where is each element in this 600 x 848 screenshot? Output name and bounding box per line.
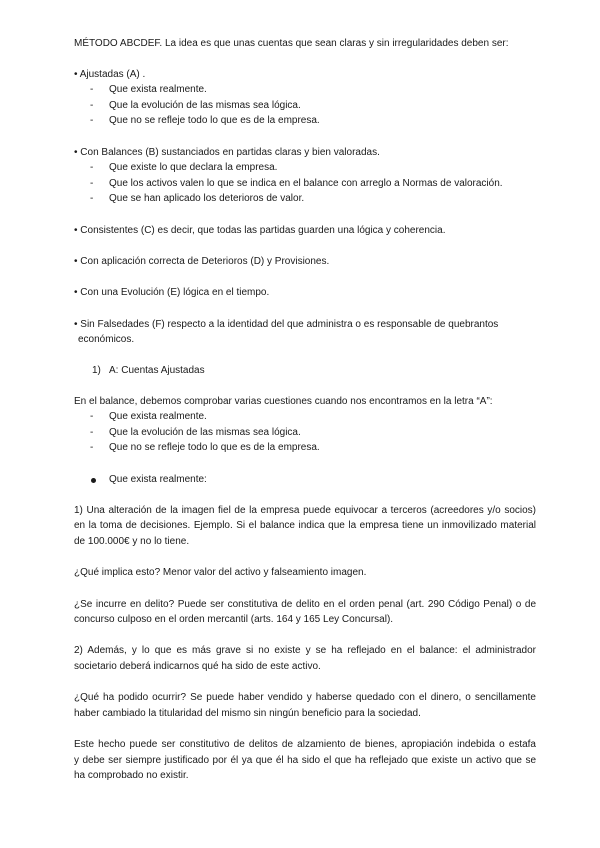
section-a-title: • Ajustadas (A) . bbox=[74, 69, 146, 80]
dash-marker: - bbox=[90, 193, 94, 204]
paragraph-3-line-1: ¿Se incurre en delito? Puede ser constitutiva de delito en el orden penal (art. 290 Código Penal) o de bbox=[74, 599, 536, 610]
section-b-item-2: Que los activos valen lo que se indica en el balance con arreglo a Normas de valoración. bbox=[109, 178, 503, 189]
dash-marker: - bbox=[90, 178, 94, 189]
paragraph-1-line-2: en la toma de decisiones. Ejemplo. Si el balance indica que la empresa tiene un inmovilizado material bbox=[74, 520, 536, 531]
section-a-item-3: Que no se refleje todo lo que es de la empresa. bbox=[109, 115, 320, 126]
dash-marker: - bbox=[90, 162, 94, 173]
paragraph-6-line-1: Este hecho puede ser constitutivo de delitos de alzamiento de bienes, apropiación indebida o estafa bbox=[74, 739, 536, 750]
dash-marker: - bbox=[90, 442, 94, 453]
bullet-item: Que exista realmente: bbox=[109, 474, 207, 485]
dash-marker: - bbox=[90, 84, 94, 95]
section-c: • Consistentes (C) es decir, que todas las partidas guarden una lógica y coherencia. bbox=[74, 225, 446, 236]
section-b-item-3: Que se han aplicado los deterioros de valor. bbox=[109, 193, 305, 204]
section-d: • Con aplicación correcta de Deterioros (D) y Provisiones. bbox=[74, 256, 330, 267]
section-b-title: • Con Balances (B) sustanciados en partidas claras y bien valoradas. bbox=[74, 147, 380, 158]
section-f-line-2: económicos. bbox=[78, 334, 135, 345]
paragraph-5-line-1: ¿Qué ha podido ocurrir? Se puede haber vendido y haberse quedado con el dinero, o sencillamente bbox=[74, 692, 536, 703]
paragraph-1-line-1: 1) Una alteración de la imagen fiel de la empresa puede equivocar a terceros (acreedores y/o socios) bbox=[74, 505, 536, 516]
dash-marker: - bbox=[90, 115, 94, 126]
paragraph-4-line-2: societario deberá indicarnos qué ha sido de este activo. bbox=[74, 661, 321, 672]
balance-item-1: Que exista realmente. bbox=[109, 411, 207, 422]
section-a-item-1: Que exista realmente. bbox=[109, 84, 207, 95]
paragraph-6-line-3: ha comprobado no existir. bbox=[74, 770, 189, 781]
dash-marker: - bbox=[90, 427, 94, 438]
paragraph-2: ¿Qué implica esto? Menor valor del activo y falseamiento imagen. bbox=[74, 567, 367, 578]
dash-marker: - bbox=[90, 411, 94, 422]
balance-item-2: Que la evolución de las mismas sea lógica. bbox=[109, 427, 301, 438]
dash-marker: - bbox=[90, 100, 94, 111]
paragraph-1-line-3: de 100.000€ y no lo tiene. bbox=[74, 536, 190, 547]
section-f-line-1: • Sin Falsedades (F) respecto a la identidad del que administra o es responsable de quebrantos bbox=[74, 319, 499, 330]
balance-item-3: Que no se refleje todo lo que es de la empresa. bbox=[109, 442, 320, 453]
paragraph-5-line-2: haber cambiado la titularidad del mismo sin ningún beneficio para la sociedad. bbox=[74, 708, 421, 719]
paragraph-4-line-1: 2) Además, y lo que es más grave si no existe y se ha reflejado en el balance: el administrador bbox=[74, 645, 536, 656]
balance-intro: En el balance, debemos comprobar varias cuestiones cuando nos encontramos en la letra “A”: bbox=[74, 396, 493, 407]
intro-line: MÉTODO ABCDEF. La idea es que unas cuentas que sean claras y sin irregularidades deben ser: bbox=[74, 38, 509, 49]
paragraph-3-line-2: concurso culposo en el orden mercantil (arts. 164 y 165 Ley Concursal). bbox=[74, 614, 394, 625]
numbered-heading-number: 1) bbox=[92, 365, 101, 376]
section-e: • Con una Evolución (E) lógica en el tiempo. bbox=[74, 287, 270, 298]
section-a-item-2: Que la evolución de las mismas sea lógica. bbox=[109, 100, 301, 111]
numbered-heading-label: A: Cuentas Ajustadas bbox=[109, 365, 205, 376]
section-b-item-1: Que existe lo que declara la empresa. bbox=[109, 162, 278, 173]
paragraph-6-line-2: y debe ser siempre justificado por él ya que él ha sido el que ha reflejado que existe un activo que se bbox=[74, 755, 536, 766]
bullet-dot-icon bbox=[91, 478, 96, 483]
